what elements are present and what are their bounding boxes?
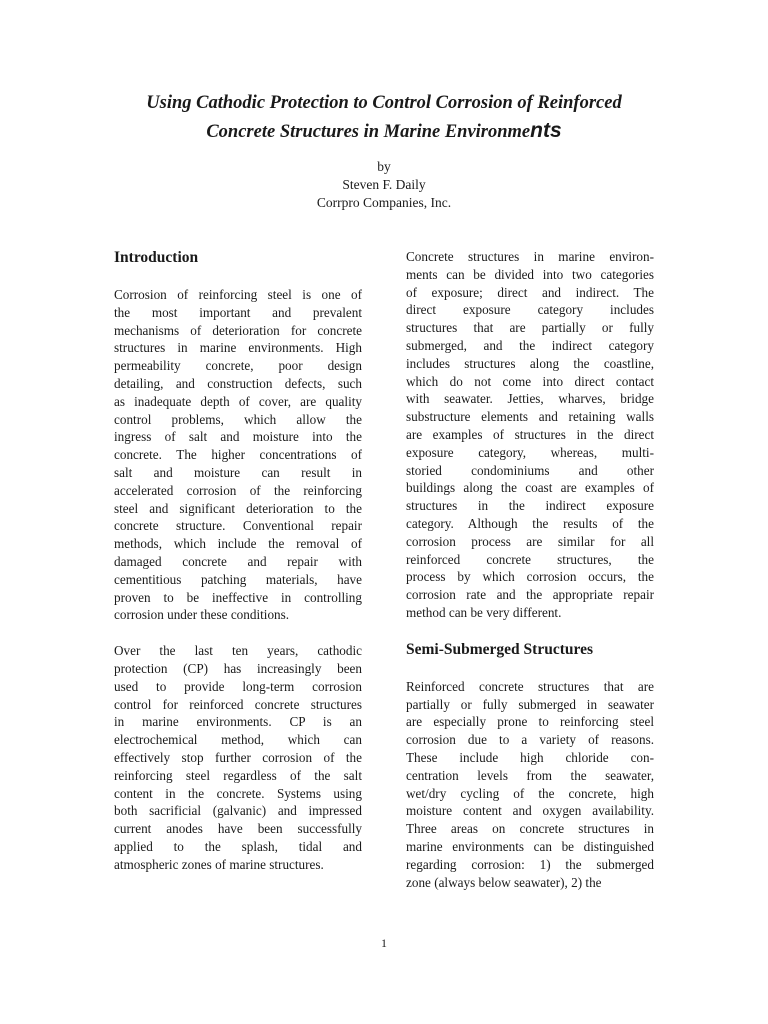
- text-line: method can be very different.: [406, 604, 562, 620]
- text-line: ments can be divided into two categories: [406, 266, 654, 282]
- by-label: by: [377, 159, 391, 174]
- text-line: cementitious patching materials, have: [114, 571, 362, 587]
- exposure-paragraph: [406, 248, 654, 622]
- text-line: structures that are partially or fully: [406, 320, 654, 336]
- text-line: Concrete structures in marine environ-: [406, 249, 654, 264]
- title-line-1: Using Cathodic Protection to Control Corrosion of Reinforced: [146, 93, 622, 113]
- text-line: Reinforced concrete structures that are: [406, 678, 654, 694]
- text-line: control problems, which allow the: [114, 411, 362, 427]
- text-line: wet/dry cycling of the concrete, high: [406, 785, 654, 801]
- text-line: the most important and prevalent: [114, 304, 362, 320]
- author-name: Steven F. Daily: [342, 177, 426, 192]
- text-line: partially or fully submerged in seawater: [406, 696, 654, 712]
- introduction-heading: Introduction: [114, 249, 199, 266]
- text-line: effectively stop further corrosion of the: [114, 749, 362, 765]
- text-line: of exposure; direct and indirect. The: [406, 284, 654, 300]
- text-line: zone (always below seawater), 2) the: [406, 874, 602, 890]
- text-line: substructure elements and retaining walls: [406, 409, 654, 425]
- page-number: 1: [381, 936, 387, 950]
- text-line: storied condominiums and other: [406, 462, 654, 478]
- text-line: damaged concrete and repair with: [114, 553, 362, 569]
- text-line: moisture content and oxygen availability.: [406, 803, 654, 819]
- right-column: [406, 248, 654, 891]
- paper-title: [80, 90, 688, 146]
- text-line: Three areas on concrete structures in: [406, 821, 654, 837]
- text-line: concrete. The higher concentrations of: [114, 447, 362, 463]
- text-line: structures in marine environments. High: [114, 340, 362, 356]
- text-line: reinforced concrete structures, the: [406, 551, 654, 567]
- left-column: [114, 248, 362, 874]
- semi-submerged-heading: Semi-Submerged Structures: [406, 640, 593, 658]
- text-line: permeability concrete, poor design: [114, 358, 362, 374]
- text-line: reinforcing steel regardless of the salt: [114, 767, 362, 783]
- text-line: centration levels from the seawater,: [406, 767, 654, 783]
- title-line-2-main: Concrete Structures in Marine Environme: [206, 122, 531, 142]
- text-line: are especially prone to reinforcing steel: [406, 714, 654, 730]
- semi-submerged-paragraph: [406, 678, 654, 892]
- text-line: both sacrificial (galvanic) and impressed: [114, 803, 362, 819]
- title-line-2: [80, 117, 688, 146]
- text-line: proven to be ineffective in controlling: [114, 589, 362, 605]
- text-line: atmospheric zones of marine structures.: [114, 856, 324, 872]
- text-line: category. Although the results of the: [406, 515, 654, 531]
- text-line: protection (CP) has increasingly been: [114, 660, 362, 676]
- text-line: ingress of salt and moisture into the: [114, 429, 362, 445]
- text-line: corrosion rate and the appropriate repair: [406, 587, 654, 603]
- text-line: corrosion under these conditions.: [114, 607, 290, 623]
- text-line: with seawater. Jetties, wharves, bridge: [406, 391, 654, 407]
- text-line: submerged, and the indirect category: [406, 337, 654, 353]
- text-line: used to provide long-term corrosion: [114, 678, 362, 694]
- text-line: mechanisms of deterioration for concrete: [114, 322, 362, 338]
- text-line: includes structures along the coastline,: [406, 355, 654, 371]
- byline: [200, 158, 568, 212]
- text-line: electrochemical method, which can: [114, 732, 362, 748]
- text-line: corrosion process are similar for all: [406, 533, 654, 549]
- text-line: buildings along the coast are examples of: [406, 480, 654, 496]
- text-line: accelerated corrosion of the reinforcing: [114, 482, 362, 498]
- text-line: methods, which include the removal of: [114, 536, 362, 552]
- text-line: Over the last ten years, cathodic: [114, 643, 362, 659]
- text-line: concrete structure. Conventional repair: [114, 518, 362, 534]
- text-line: control for reinforced concrete structures: [114, 696, 362, 712]
- text-line: Corrosion of reinforcing steel is one of: [114, 287, 362, 302]
- text-line: marine environments can be distinguished: [406, 838, 654, 854]
- text-line: content in the concrete. Systems using: [114, 785, 362, 801]
- text-line: direct exposure category includes: [406, 302, 654, 318]
- text-line: structures in the indirect exposure: [406, 498, 654, 514]
- text-line: These include high chloride con-: [406, 749, 654, 765]
- text-line: which do not come into direct contact: [406, 373, 654, 389]
- text-line: steel and significant deterioration to the: [114, 500, 362, 516]
- text-line: applied to the splash, tidal and: [114, 838, 362, 854]
- text-line: process by which corrosion occurs, the: [406, 569, 654, 585]
- text-line: detailing, and construction defects, such: [114, 375, 362, 391]
- intro-paragraph-2: [114, 642, 362, 873]
- text-line: are examples of structures in the direct: [406, 426, 654, 442]
- text-line: current anodes have been successfully: [114, 821, 362, 837]
- text-line: regarding corrosion: 1) the submerged: [406, 856, 654, 872]
- author-affiliation: Corrpro Companies, Inc.: [316, 195, 452, 210]
- text-line: exposure category, whereas, multi-: [406, 444, 654, 460]
- intro-paragraph-1: [114, 286, 362, 624]
- text-line: in marine environments. CP is an: [114, 714, 362, 730]
- title-line-2-tail: nts: [530, 119, 562, 142]
- text-line: corrosion due to a variety of reasons.: [406, 732, 654, 748]
- text-line: as inadequate depth of cover, are quality: [114, 393, 362, 409]
- text-line: salt and moisture can result in: [114, 464, 362, 480]
